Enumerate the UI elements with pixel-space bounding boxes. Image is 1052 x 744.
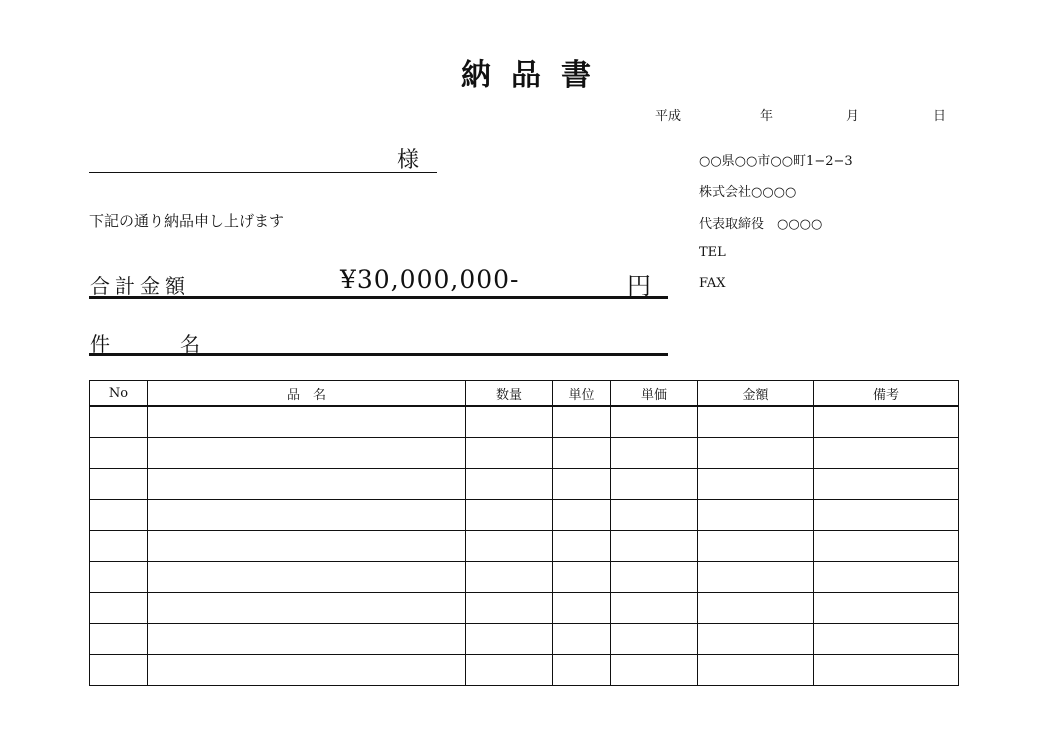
table-cell[interactable]	[90, 562, 148, 593]
date-year-label: 年	[760, 109, 774, 124]
table-cell[interactable]	[553, 438, 611, 469]
table-cell[interactable]	[148, 438, 466, 469]
column-header-quantity: 数量	[466, 381, 553, 407]
table-cell[interactable]	[466, 531, 553, 562]
column-header-remarks: 備考	[814, 381, 959, 407]
column-header-no: No	[90, 381, 148, 407]
table-cell[interactable]	[698, 469, 814, 500]
sender-address: ○○県○○市○○町1−2−3	[699, 154, 853, 169]
sender-fax: FAX	[699, 276, 726, 291]
table-cell[interactable]	[553, 593, 611, 624]
table-cell[interactable]	[814, 624, 959, 655]
intro-text: 下記の通り納品申し上げます	[89, 212, 285, 230]
subject-label-second: 名	[180, 332, 200, 356]
table-cell[interactable]	[611, 438, 698, 469]
subject-label-first: 件	[90, 332, 110, 356]
date-day-label: 日	[933, 109, 947, 124]
table-row	[90, 406, 959, 438]
table-cell[interactable]	[814, 469, 959, 500]
table-cell[interactable]	[466, 406, 553, 438]
table-cell[interactable]	[814, 531, 959, 562]
table-row	[90, 438, 959, 469]
table-cell[interactable]	[814, 593, 959, 624]
table-cell[interactable]	[698, 406, 814, 438]
date-era: 平成	[655, 109, 682, 124]
table-cell[interactable]	[466, 562, 553, 593]
table-cell[interactable]	[148, 531, 466, 562]
table-cell[interactable]	[553, 562, 611, 593]
document-title: 納品書	[461, 58, 611, 93]
table-row	[90, 562, 959, 593]
table-cell[interactable]	[698, 593, 814, 624]
table-cell[interactable]	[553, 406, 611, 438]
sender-representative: 代表取締役 ○○○○	[699, 217, 823, 232]
recipient-honorific: 様	[397, 148, 420, 173]
table-row	[90, 531, 959, 562]
column-header-unit-price: 単価	[611, 381, 698, 407]
table-cell[interactable]	[698, 655, 814, 686]
table-cell[interactable]	[466, 438, 553, 469]
table-cell[interactable]	[466, 624, 553, 655]
subject-underline[interactable]	[89, 353, 668, 356]
table-cell[interactable]	[698, 624, 814, 655]
column-header-unit: 単位	[553, 381, 611, 407]
table-cell[interactable]	[814, 500, 959, 531]
table-cell[interactable]	[611, 469, 698, 500]
table-cell[interactable]	[90, 624, 148, 655]
table-cell[interactable]	[148, 469, 466, 500]
table-header-row	[90, 381, 959, 407]
table-row	[90, 593, 959, 624]
sender-company: 株式会社○○○○	[699, 185, 797, 200]
total-unit: 円	[627, 272, 651, 300]
table-cell[interactable]	[90, 438, 148, 469]
table-cell[interactable]	[553, 500, 611, 531]
table-cell[interactable]	[814, 655, 959, 686]
table-cell[interactable]	[148, 562, 466, 593]
column-header-amount: 金額	[698, 381, 814, 407]
table-cell[interactable]	[90, 531, 148, 562]
table-cell[interactable]	[553, 469, 611, 500]
table-cell[interactable]	[148, 624, 466, 655]
table-cell[interactable]	[90, 406, 148, 438]
items-table-body	[90, 406, 959, 686]
table-cell[interactable]	[611, 531, 698, 562]
table-cell[interactable]	[698, 562, 814, 593]
table-cell[interactable]	[148, 500, 466, 531]
column-header-item-name: 品 名	[148, 381, 466, 407]
table-cell[interactable]	[90, 655, 148, 686]
total-label: 合計金額	[90, 274, 190, 298]
table-row	[90, 624, 959, 655]
table-cell[interactable]	[814, 562, 959, 593]
table-cell[interactable]	[611, 624, 698, 655]
table-cell[interactable]	[698, 438, 814, 469]
recipient-name-line[interactable]	[89, 172, 437, 173]
table-cell[interactable]	[466, 500, 553, 531]
table-cell[interactable]	[814, 406, 959, 438]
table-cell[interactable]	[466, 593, 553, 624]
table-cell[interactable]	[553, 531, 611, 562]
table-cell[interactable]	[611, 593, 698, 624]
table-cell[interactable]	[466, 655, 553, 686]
sender-tel: TEL	[699, 245, 726, 260]
table-cell[interactable]	[698, 500, 814, 531]
table-cell[interactable]	[553, 655, 611, 686]
table-cell[interactable]	[611, 406, 698, 438]
table-cell[interactable]	[148, 593, 466, 624]
table-cell[interactable]	[611, 562, 698, 593]
table-cell[interactable]	[90, 500, 148, 531]
table-cell[interactable]	[611, 655, 698, 686]
table-cell[interactable]	[814, 438, 959, 469]
table-row	[90, 655, 959, 686]
table-row	[90, 500, 959, 531]
table-row	[90, 469, 959, 500]
table-cell[interactable]	[90, 593, 148, 624]
table-cell[interactable]	[698, 531, 814, 562]
total-amount: ¥30,000,000-	[340, 265, 520, 294]
table-cell[interactable]	[611, 500, 698, 531]
total-underline	[89, 296, 668, 299]
table-cell[interactable]	[90, 469, 148, 500]
date-month-label: 月	[846, 109, 860, 124]
items-table	[89, 380, 959, 686]
table-cell[interactable]	[148, 406, 466, 438]
table-cell[interactable]	[466, 469, 553, 500]
table-cell[interactable]	[148, 655, 466, 686]
table-cell[interactable]	[553, 624, 611, 655]
